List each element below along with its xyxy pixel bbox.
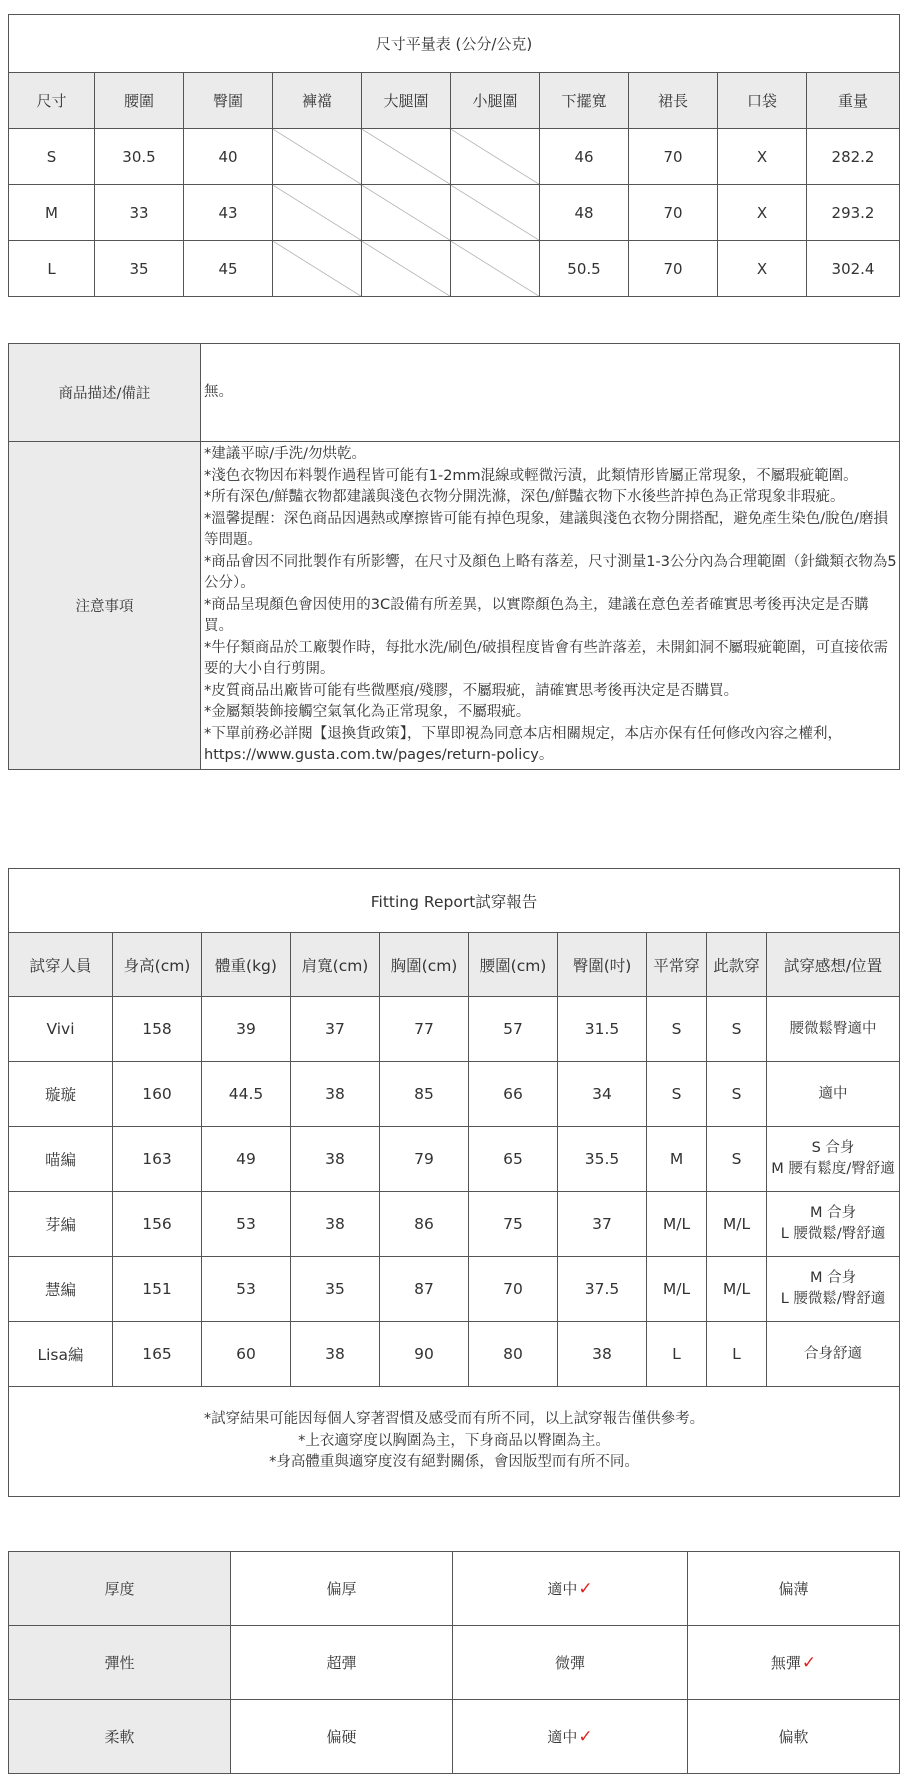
size-col-length: 裙長 — [629, 73, 718, 129]
size-cell-na — [273, 241, 362, 297]
rating-row — [9, 1626, 900, 1700]
fit-col-hip: 臀圍(吋) — [558, 933, 647, 997]
size-cell: 70 — [629, 241, 718, 297]
fitting-feedback-line: 合身舒適 — [804, 1345, 863, 1362]
fitting-feedback-cell — [767, 1062, 900, 1127]
fitting-cell: 37 — [558, 1192, 647, 1257]
rating-option-label: 偏厚 — [326, 1580, 357, 1598]
fit-col-height: 身高(cm) — [113, 933, 202, 997]
size-cell: 293.2 — [807, 185, 900, 241]
fitting-cell: 34 — [558, 1062, 647, 1127]
rating-option — [231, 1626, 453, 1700]
fitting-row — [9, 1192, 900, 1257]
size-col-hip: 臀圍 — [184, 73, 273, 129]
size-row — [9, 241, 900, 297]
size-cell: X — [718, 185, 807, 241]
fitting-cell: 38 — [558, 1322, 647, 1387]
notice-line: *建議平晾/手洗/勿烘乾。 — [204, 446, 367, 462]
rating-option — [231, 1700, 453, 1774]
fitting-cell: 77 — [380, 997, 469, 1062]
fitting-cell: Vivi — [9, 997, 113, 1062]
fitting-cell: M/L — [647, 1192, 707, 1257]
fitting-cell: M/L — [707, 1257, 767, 1322]
fit-col-tester: 試穿人員 — [9, 933, 113, 997]
fitting-feedback-cell — [767, 997, 900, 1062]
size-col-crotch: 褲襠 — [273, 73, 362, 129]
fitting-report-table — [8, 868, 900, 1497]
fitting-cell: 70 — [469, 1257, 558, 1322]
fitting-report-title: Fitting Report試穿報告 — [9, 869, 900, 933]
rating-option-label: 微彈 — [554, 1654, 585, 1672]
notice-line: *牛仔類商品於工廠製作時，每批水洗/刷色/破損程度皆會有些許落差，未開釦洞不屬瑕疵範圍，可直接依需要的大小自行剪開。 — [204, 639, 889, 677]
notice-line: *商品呈現顏色會因使用的3C設備有所差異，以實際顏色為主，建議在意色差者確實思考後再決定是否購買。 — [204, 596, 869, 634]
fitting-footer — [9, 1387, 900, 1497]
size-cell: 50.5 — [540, 241, 629, 297]
fitting-cell: 158 — [113, 997, 202, 1062]
fitting-row — [9, 1257, 900, 1322]
size-row — [9, 185, 900, 241]
size-col-size: 尺寸 — [9, 73, 95, 129]
check-icon: ✓ — [578, 1579, 593, 1599]
fitting-cell: S — [707, 997, 767, 1062]
fitting-cell: 65 — [469, 1127, 558, 1192]
size-cell: X — [718, 241, 807, 297]
fitting-cell: 44.5 — [202, 1062, 291, 1127]
size-cell-na — [362, 129, 451, 185]
size-cell: X — [718, 129, 807, 185]
description-row — [9, 344, 900, 442]
fitting-cell: 37 — [291, 997, 380, 1062]
fitting-cell: 39 — [202, 997, 291, 1062]
size-cell: 46 — [540, 129, 629, 185]
fitting-footnote: *試穿結果可能因每個人穿著習慣及感受而有所不同，以上試穿報告僅供參考。 — [203, 1411, 705, 1428]
fitting-cell: 53 — [202, 1257, 291, 1322]
size-cell: 45 — [184, 241, 273, 297]
notes-table — [8, 343, 900, 770]
size-cell-na — [451, 129, 540, 185]
size-cell: 43 — [184, 185, 273, 241]
size-cell-na — [362, 241, 451, 297]
fitting-feedback-line: M 腰有鬆度/臀舒適 — [771, 1161, 895, 1177]
size-cell-na — [362, 185, 451, 241]
size-table — [8, 14, 900, 297]
fitting-feedback-line: L 腰微鬆/臀舒適 — [780, 1226, 886, 1242]
fitting-cell: M/L — [647, 1257, 707, 1322]
size-cell-na — [451, 241, 540, 297]
fitting-row — [9, 1127, 900, 1192]
fitting-row — [9, 1322, 900, 1387]
size-table-title: 尺寸平量表 (公分/公克) — [9, 15, 900, 73]
fitting-footnote: *上衣適穿度以胸圍為主，下身商品以臀圍為主。 — [298, 1432, 610, 1449]
fit-col-waist: 腰圍(cm) — [469, 933, 558, 997]
size-cell-na — [451, 185, 540, 241]
notice-line: *下單前務必詳閱【退換貨政策】，下單即視為同意本店相關規定，本店亦保有任何修改內容之權利，https://www.gusta.com.tw/pages/return-policy。 — [204, 725, 842, 763]
fit-col-shoulder: 肩寬(cm) — [291, 933, 380, 997]
rating-option-label: 適中 — [547, 1728, 578, 1746]
fitting-row — [9, 1062, 900, 1127]
rating-option — [453, 1626, 688, 1700]
size-col-weight: 重量 — [807, 73, 900, 129]
fitting-cell: 喵編 — [9, 1127, 113, 1192]
fitting-cell: 38 — [291, 1127, 380, 1192]
rating-option-label: 適中 — [547, 1580, 578, 1598]
rating-option-label: 無彈 — [770, 1654, 801, 1672]
fitting-feedback-line: 適中 — [818, 1085, 848, 1102]
notice-line: *所有深色/鮮豔衣物都建議與淺色衣物分開洗滌，深色/鮮豔衣物下水後些許掉色為正常現象非瑕疵。 — [204, 489, 845, 505]
size-cell: L — [9, 241, 95, 297]
fitting-footnote: *身高體重與適穿度沒有絕對關係，會因版型而有所不同。 — [269, 1454, 639, 1471]
fitting-cell: M — [647, 1127, 707, 1192]
fitting-cell: S — [707, 1062, 767, 1127]
notice-line: *淺色衣物因布料製作過程皆可能有1-2mm混線或輕微污漬，此類情形皆屬正常現象，不屬瑕疵範圍。 — [204, 467, 858, 484]
notice-content — [201, 442, 900, 770]
fitting-cell: 160 — [113, 1062, 202, 1127]
notice-line: *商品會因不同批製作有所影響，在尺寸及顏色上略有落差，尺寸測量1-3公分內為合理範圍（針織類衣物為5公分）。 — [204, 553, 897, 591]
fitting-cell: 38 — [291, 1062, 380, 1127]
rating-option-label: 偏硬 — [326, 1728, 357, 1746]
size-cell: 282.2 — [807, 129, 900, 185]
size-cell: 33 — [95, 185, 184, 241]
fitting-cell: 35 — [291, 1257, 380, 1322]
fitting-cell: 85 — [380, 1062, 469, 1127]
fitting-cell: 60 — [202, 1322, 291, 1387]
fitting-feedback-line: 腰微鬆臀適中 — [789, 1020, 877, 1037]
fitting-cell: 66 — [469, 1062, 558, 1127]
fit-col-usual-size: 平常穿 — [647, 933, 707, 997]
fitting-feedback-line: S 合身 — [811, 1140, 855, 1156]
fitting-cell: 芽編 — [9, 1192, 113, 1257]
fitting-cell: 79 — [380, 1127, 469, 1192]
size-cell: 70 — [629, 129, 718, 185]
description-label: 商品描述/備註 — [9, 344, 201, 442]
fit-col-feedback: 試穿感想/位置 — [767, 933, 900, 997]
fitting-feedback-cell — [767, 1127, 900, 1192]
rating-option-label: 超彈 — [326, 1654, 357, 1672]
fitting-feedback-line: L 腰微鬆/臀舒適 — [780, 1291, 886, 1307]
rating-label: 彈性 — [9, 1626, 231, 1700]
size-col-thigh: 大腿圍 — [362, 73, 451, 129]
notice-line: *皮質商品出廠皆可能有些微壓痕/殘膠，不屬瑕疵，請確實思考後再決定是否購買。 — [204, 682, 739, 699]
rating-option-label: 偏薄 — [778, 1580, 809, 1598]
fitting-cell: 75 — [469, 1192, 558, 1257]
size-cell: 35 — [95, 241, 184, 297]
fitting-feedback-cell — [767, 1322, 900, 1387]
size-col-calf: 小腿圍 — [451, 73, 540, 129]
size-cell: M — [9, 185, 95, 241]
fitting-cell: 57 — [469, 997, 558, 1062]
check-icon: ✓ — [801, 1653, 817, 1673]
description-value: 無。 — [201, 344, 900, 442]
fitting-cell: 163 — [113, 1127, 202, 1192]
fitting-cell: S — [707, 1127, 767, 1192]
fitting-cell: 151 — [113, 1257, 202, 1322]
fitting-cell: 90 — [380, 1322, 469, 1387]
size-table-header-row — [9, 73, 900, 129]
fitting-cell: 38 — [291, 1322, 380, 1387]
size-col-pocket: 口袋 — [718, 73, 807, 129]
size-row — [9, 129, 900, 185]
rating-option — [688, 1700, 900, 1774]
fitting-cell: Lisa編 — [9, 1322, 113, 1387]
notice-row — [9, 442, 900, 770]
rating-option — [688, 1552, 900, 1626]
fitting-cell: 38 — [291, 1192, 380, 1257]
size-cell: 40 — [184, 129, 273, 185]
size-cell: 48 — [540, 185, 629, 241]
fabric-rating-table — [8, 1551, 900, 1774]
notice-line: *溫馨提醒：深色商品因遇熱或摩擦皆可能有掉色現象，建議與淺色衣物分開搭配，避免產生染色/脫色/磨損等問題。 — [204, 510, 889, 548]
size-col-hem: 下擺寬 — [540, 73, 629, 129]
fit-col-weight: 體重(kg) — [202, 933, 291, 997]
fitting-cell: 165 — [113, 1322, 202, 1387]
fitting-cell: 慧編 — [9, 1257, 113, 1322]
fitting-cell: 37.5 — [558, 1257, 647, 1322]
rating-option — [231, 1552, 453, 1626]
size-cell: S — [9, 129, 95, 185]
size-cell-na — [273, 185, 362, 241]
rating-row — [9, 1552, 900, 1626]
rating-label: 厚度 — [9, 1552, 231, 1626]
rating-option — [688, 1626, 900, 1700]
fitting-cell: 31.5 — [558, 997, 647, 1062]
fitting-cell: S — [647, 1062, 707, 1127]
fitting-cell: S — [647, 997, 707, 1062]
fitting-header-row — [9, 933, 900, 997]
fitting-cell: 156 — [113, 1192, 202, 1257]
fitting-cell: 80 — [469, 1322, 558, 1387]
fitting-feedback-cell — [767, 1257, 900, 1322]
notice-label: 注意事項 — [9, 442, 201, 770]
fitting-cell: 49 — [202, 1127, 291, 1192]
fitting-cell: 87 — [380, 1257, 469, 1322]
fitting-cell: 35.5 — [558, 1127, 647, 1192]
rating-option — [453, 1700, 688, 1774]
rating-row — [9, 1700, 900, 1774]
notice-line: *金屬類裝飾接觸空氣氧化為正常現象，不屬瑕疵。 — [204, 704, 531, 720]
fit-col-this-size: 此款穿 — [707, 933, 767, 997]
rating-option-label: 偏軟 — [778, 1728, 809, 1746]
fitting-feedback-line: M 合身 — [809, 1205, 857, 1221]
size-cell-na — [273, 129, 362, 185]
fitting-feedback-cell — [767, 1192, 900, 1257]
rating-label: 柔軟 — [9, 1700, 231, 1774]
fitting-cell: M/L — [707, 1192, 767, 1257]
fitting-cell: 璇璇 — [9, 1062, 113, 1127]
fitting-feedback-line: M 合身 — [809, 1270, 857, 1286]
size-col-waist: 腰圍 — [95, 73, 184, 129]
fitting-cell: 53 — [202, 1192, 291, 1257]
size-cell: 302.4 — [807, 241, 900, 297]
size-cell: 30.5 — [95, 129, 184, 185]
fitting-cell: L — [707, 1322, 767, 1387]
check-icon: ✓ — [578, 1727, 593, 1747]
fit-col-chest: 胸圍(cm) — [380, 933, 469, 997]
fitting-cell: L — [647, 1322, 707, 1387]
size-cell: 70 — [629, 185, 718, 241]
rating-option — [453, 1552, 688, 1626]
fitting-cell: 86 — [380, 1192, 469, 1257]
fitting-row — [9, 997, 900, 1062]
